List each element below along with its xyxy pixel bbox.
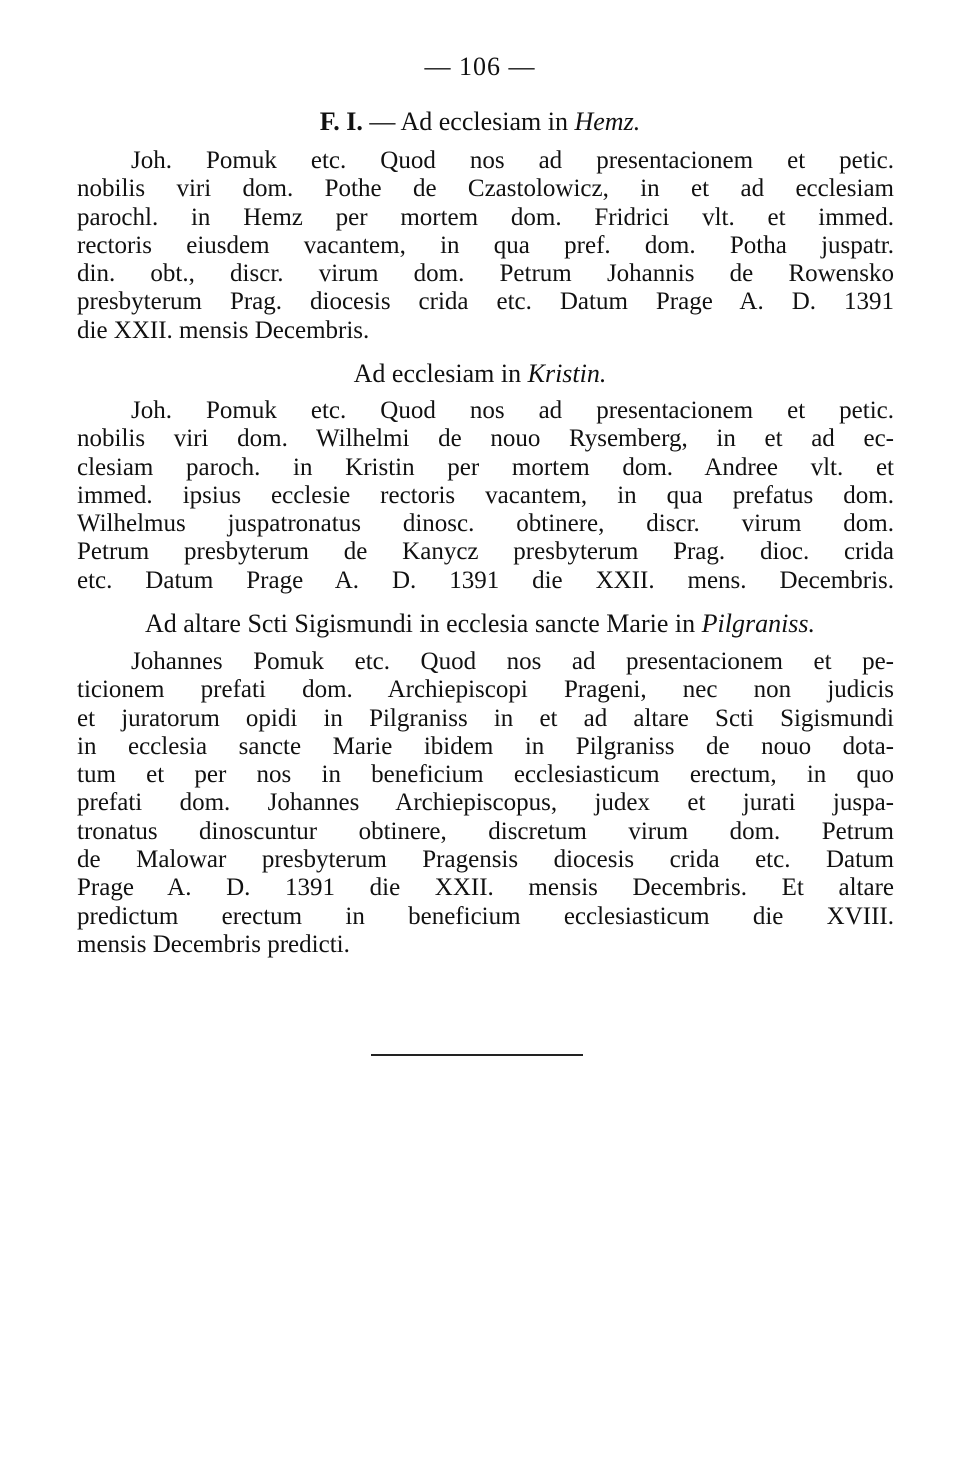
text-line: clesiam paroch. in Kristin per mortem dom. Andree vlt. et (77, 453, 894, 481)
text-line: de Malowar presbyterum Pragensis diocesis crida etc. Datum (77, 846, 894, 874)
text-line: prefati dom. Johannes Archiepiscopus, judex et jurati juspa- (77, 789, 894, 817)
text-line: Prage A. D. 1391 die XXII. mensis Decembris. Et altare (77, 874, 894, 902)
text-line: in ecclesia sancte Marie ibidem in Pilgraniss de nouo dota- (77, 732, 894, 760)
text-line: immed. ipsius ecclesie rectoris vacantem, in qua prefatus dom. (77, 481, 894, 509)
entry-heading-hemz (0, 106, 960, 138)
text-line: din. obt., discr. virum dom. Petrum Johannis de Rowensko (77, 260, 894, 288)
text-line: tum et per nos in beneficium ecclesiasticum erectum, in quo (77, 761, 894, 789)
text-line: Joh. Pomuk etc. Quod nos ad presentacionem et petic. (131, 397, 894, 424)
heading-place: Hemz. (574, 107, 641, 136)
text-line: Petrum presbyterum de Kanycz presbyterum Prag. dioc. crida (77, 538, 894, 566)
section-divider-rule (371, 1054, 583, 1056)
text-line: presbyterum Prag. diocesis crida etc. Datum Prage A. D. 1391 (77, 288, 894, 316)
heading-text: Ad ecclesiam in (353, 359, 528, 388)
text-line: et juratorum opidi in Pilgraniss in et ad altare Scti Sigismundi (77, 704, 894, 732)
entry-body-pilgraniss (77, 648, 894, 959)
text-line: parochl. in Hemz per mortem dom. Fridrici vlt. et immed. (77, 203, 894, 231)
section-mark: F. I. (319, 107, 363, 136)
text-line: etc. Datum Prage A. D. 1391 die XXII. mens. Decembris. (77, 566, 894, 594)
text-line: mensis Decembris predicti. (77, 930, 350, 958)
text-line: Joh. Pomuk etc. Quod nos ad presentacionem et petic. (131, 147, 894, 174)
heading-text: — Ad ecclesiam in (369, 107, 575, 136)
text-line: nobilis viri dom. Pothe de Czastolowicz, in et ad ecclesiam (77, 175, 894, 203)
text-line: nobilis viri dom. Wilhelmi de nouo Rysemberg, in et ad ec- (77, 425, 894, 453)
entry-body-hemz (77, 147, 894, 345)
text-line: tronatus dinoscuntur obtinere, discretum virum dom. Petrum (77, 817, 894, 845)
text-line: rectoris eiusdem vacantem, in qua pref. dom. Potha juspatr. (77, 231, 894, 259)
text-line: die XXII. mensis Decembris. (77, 316, 370, 344)
heading-place: Pilgraniss. (701, 609, 816, 638)
text-line: ticionem prefati dom. Archiepiscopi Prageni, nec non judicis (77, 676, 894, 704)
text-line: predictum erectum in beneficium ecclesiasticum die XVIII. (77, 902, 894, 930)
entry-heading-pilgraniss (0, 608, 960, 640)
heading-place: Kristin. (527, 359, 607, 388)
page-number: — 106 — (424, 52, 536, 81)
entry-heading-kristin (0, 358, 960, 390)
text-line: Johannes Pomuk etc. Quod nos ad presentacionem et pe- (131, 648, 894, 675)
heading-text: Ad altare Scti Sigismundi in ecclesia sancte Marie in (144, 609, 702, 638)
text-line: Wilhelmus juspatronatus dinosc. obtinere, discr. virum dom. (77, 510, 894, 538)
entry-body-kristin (77, 397, 894, 595)
